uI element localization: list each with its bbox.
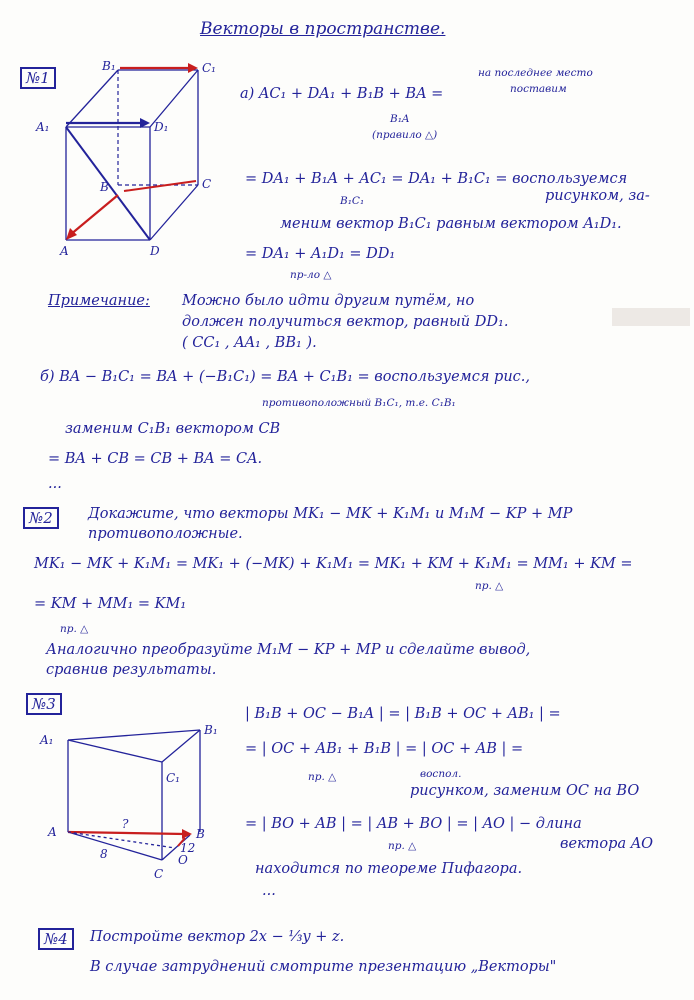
p2-task-2: противоположные. bbox=[88, 526, 243, 542]
vertex-label-B: B bbox=[100, 180, 109, 194]
problem-3-label: №3 bbox=[26, 693, 62, 715]
length-label-12: 12 bbox=[180, 841, 196, 855]
p3-line-g: находится по теореме Пифагора. bbox=[255, 861, 523, 877]
p2-under-2: пр. △ bbox=[60, 623, 89, 635]
vertex-label-C: C bbox=[202, 177, 212, 191]
p3-line-d: рисунком, заменим OC на BO bbox=[410, 783, 640, 799]
p2-line-a: MK₁ − MK + K₁M₁ = MK₁ + (−MK) + K₁M₁ = MK₁ + KM + K₁M₁ = MM₁ + KM = bbox=[34, 556, 633, 572]
point-label-O: O bbox=[178, 853, 188, 867]
problem-1-label: №1 bbox=[20, 67, 56, 89]
p3-line-c: воспол. bbox=[420, 768, 462, 780]
p1-note-2: должен получиться вектор, равный DD₁. bbox=[182, 314, 509, 330]
p1-line-f: б) BA − B₁C₁ = BA + (−B₁C₁) = BA + C₁B₁ = воспользуемся рис., bbox=[40, 369, 530, 385]
p1-note-3: ( CC₁ , AA₁ , BB₁ ). bbox=[182, 335, 317, 351]
p1-under-1: B₁A bbox=[390, 113, 410, 125]
p1-under-4: пр-ло △ bbox=[290, 269, 332, 281]
problem-4-label: №4 bbox=[38, 928, 74, 950]
vertex-label-A: A bbox=[48, 825, 57, 839]
p1-side-note-2: поставим bbox=[510, 83, 567, 95]
vertex-label-A: A bbox=[60, 244, 69, 258]
vertex-label-A1: A₁ bbox=[36, 120, 50, 134]
p2-line-d: сравнив результаты. bbox=[46, 662, 217, 678]
vertex-label-C: C bbox=[154, 867, 164, 881]
vertex-label-B1: B₁ bbox=[204, 723, 218, 737]
length-label-8: 8 bbox=[100, 847, 108, 861]
vertex-label-D1: D₁ bbox=[154, 120, 169, 134]
cube-figure bbox=[30, 55, 230, 265]
p2-line-b: = KM + MM₁ = KM₁ bbox=[34, 596, 187, 612]
p1-line-g: заменим C₁B₁ вектором CB bbox=[65, 421, 281, 437]
vertex-label-C1: C₁ bbox=[166, 771, 180, 785]
p1-line-a: а) AC₁ + DA₁ + B₁B + BA = bbox=[240, 86, 444, 102]
p2-task-1: Докажите, что векторы MK₁ − MK + K₁M₁ и M₁M − KP + MP bbox=[88, 506, 573, 522]
p3-line-a: | B₁B + OC − B₁A | = | B₁B + OC + AB₁ | = bbox=[245, 706, 561, 722]
p1-line-d: меним вектор B₁C₁ равным вектором A₁D₁. bbox=[280, 216, 622, 232]
vertex-label-C1: C₁ bbox=[202, 61, 216, 75]
p1-line-h: = BA + CB = CB + BA = CA. bbox=[48, 451, 263, 467]
p1-under-5: противоположный B₁C₁, т.е. C₁B₁ bbox=[262, 397, 456, 409]
p1-dots: ... bbox=[48, 476, 62, 492]
p3-line-b: = | OC + AB₁ + B₁B | = | OC + AB | = bbox=[245, 741, 524, 757]
page-title: Векторы в пространстве. bbox=[200, 19, 446, 39]
p3-line-e: = | BO + AB | = | AB + BO | = | AO | − длина bbox=[245, 816, 582, 832]
vertex-label-B1: B₁ bbox=[102, 59, 116, 73]
p1-note-1: Можно было идти другим путём, но bbox=[182, 293, 475, 309]
p1-under-2: (правило △) bbox=[372, 129, 438, 141]
problem-2-label: №2 bbox=[23, 507, 59, 529]
p2-line-c: Аналогично преобразуйте M₁M − KP + MP и сделайте вывод, bbox=[46, 642, 531, 658]
p4-line-a: Постройте вектор 2x − ⅓y + z. bbox=[90, 929, 345, 945]
p2-under-1: пр. △ bbox=[475, 580, 504, 592]
vertex-label-B: B bbox=[196, 827, 205, 841]
prism-figure bbox=[30, 720, 230, 890]
p3-under-1: пр. △ bbox=[308, 771, 337, 783]
p1-note-label: Примечание: bbox=[48, 293, 150, 309]
p3-line-f: вектора AO bbox=[560, 836, 654, 852]
p4-line-b: В случае затруднений смотрите презентацию „Векторы" bbox=[90, 959, 557, 975]
p1-line-b: = DA₁ + B₁A + AC₁ = DA₁ + B₁C₁ = воспользуемся bbox=[245, 171, 628, 187]
unknown-length-mark: ? bbox=[122, 817, 129, 831]
p1-line-e: = DA₁ + A₁D₁ = DD₁ bbox=[245, 246, 396, 262]
p1-line-c: рисунком, за- bbox=[545, 188, 650, 204]
p1-side-note-1: на последнее место bbox=[478, 67, 593, 79]
vertex-label-D: D bbox=[150, 244, 160, 258]
p3-under-2: пр. △ bbox=[388, 840, 417, 852]
paper-smudge bbox=[612, 308, 690, 326]
p1-under-3: B₁C₁ bbox=[340, 195, 365, 207]
p3-dots: ... bbox=[262, 883, 276, 899]
vertex-label-A1: A₁ bbox=[40, 733, 54, 747]
